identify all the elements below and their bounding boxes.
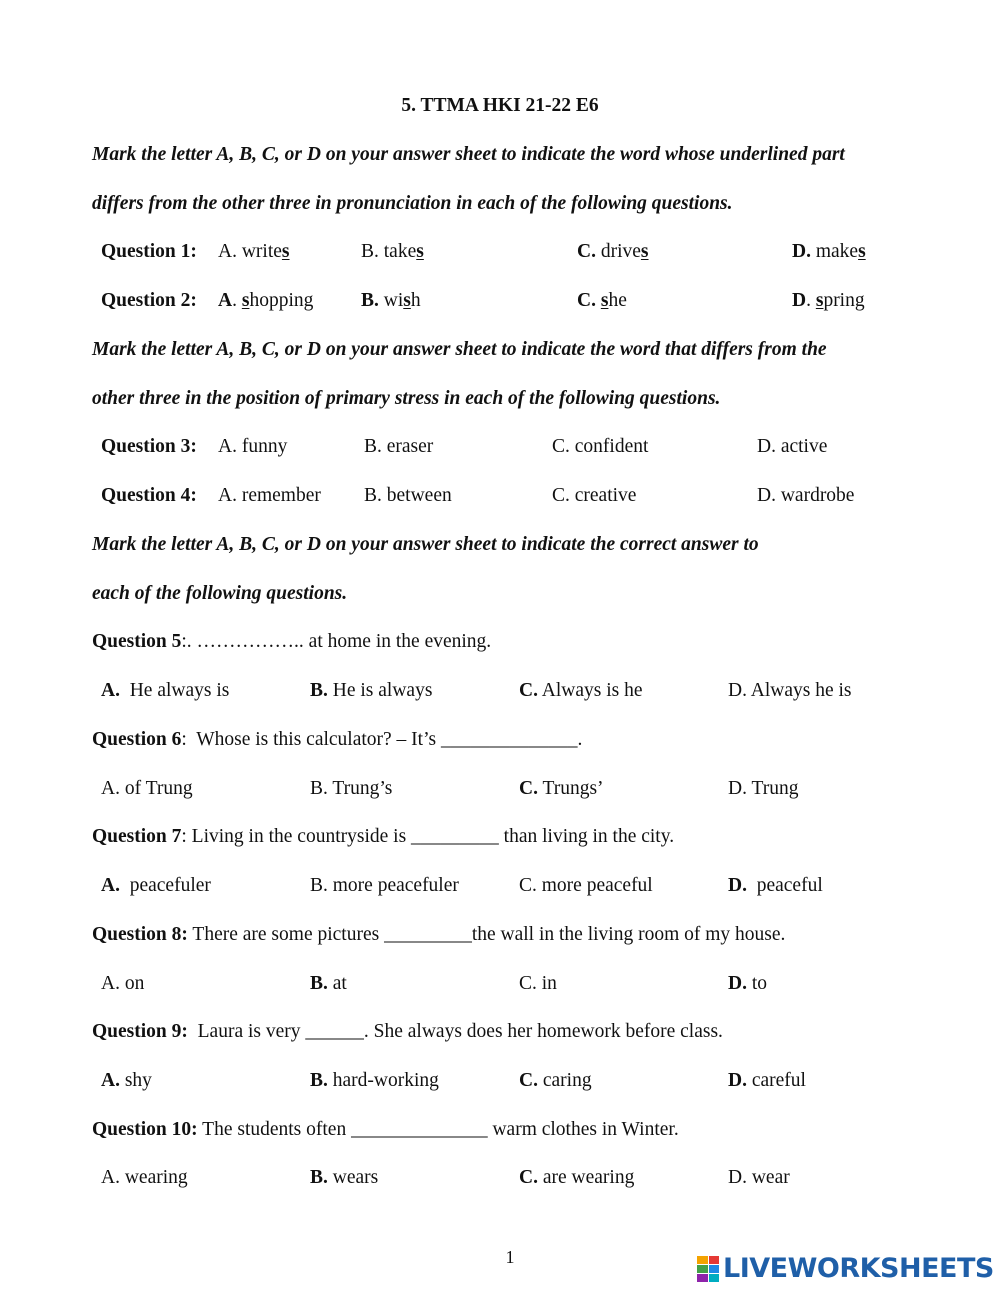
question-9-option-b: B. hard-working bbox=[310, 1070, 439, 1091]
question-3-option-d: D. active bbox=[757, 436, 828, 457]
question-1-option-b: B. takes bbox=[361, 241, 424, 262]
question-9-stem: Question 9: Laura is very ______. She always does her homework before class. bbox=[92, 1021, 723, 1042]
question-6-option-d: D. Trung bbox=[728, 778, 799, 799]
question-4-label: Question 4: bbox=[101, 485, 197, 506]
question-4-option-a: A. remember bbox=[218, 485, 321, 506]
question-2-option-d: D. spring bbox=[792, 290, 865, 311]
question-6-option-a: A. of Trung bbox=[101, 778, 193, 799]
question-8-option-a: A. on bbox=[101, 973, 145, 994]
section2-instruction-line2: other three in the position of primary stress in each of the following questions. bbox=[92, 388, 721, 409]
question-2-option-b: B. wish bbox=[361, 290, 421, 311]
question-4-option-b: B. between bbox=[364, 485, 452, 506]
question-6-stem: Question 6: Whose is this calculator? – It’s ______________. bbox=[92, 729, 583, 750]
question-5-stem: Question 5:. …………….. at home in the evening. bbox=[92, 631, 492, 652]
section2-instruction-line1: Mark the letter A, B, C, or D on your answer sheet to indicate the word that differs from the bbox=[92, 339, 827, 360]
question-3-option-a: A. funny bbox=[218, 436, 288, 457]
page-number: 1 bbox=[505, 1247, 515, 1267]
question-6-option-b: B. Trung’s bbox=[310, 778, 393, 799]
question-1-option-d: D. makes bbox=[792, 241, 866, 262]
question-3-option-b: B. eraser bbox=[364, 436, 434, 457]
question-3-label: Question 3: bbox=[101, 436, 197, 457]
section1-instruction-line1: Mark the letter A, B, C, or D on your answer sheet to indicate the word whose underlined part bbox=[92, 144, 845, 165]
question-1-option-a: A. writes bbox=[218, 241, 290, 262]
question-1-label: Question 1: bbox=[101, 241, 197, 262]
section3-instruction-line1: Mark the letter A, B, C, or D on your answer sheet to indicate the correct answer to bbox=[92, 534, 759, 555]
question-10-stem: Question 10: The students often ______________ warm clothes in Winter. bbox=[92, 1119, 679, 1140]
question-5-option-b: B. He is always bbox=[310, 680, 433, 701]
question-10-option-a: A. wearing bbox=[101, 1167, 188, 1188]
question-7-option-b: B. more peacefuler bbox=[310, 875, 459, 896]
question-10-option-b: B. wears bbox=[310, 1167, 379, 1188]
liveworksheets-logo[interactable] bbox=[697, 1255, 994, 1282]
question-7-option-d: D. peaceful bbox=[728, 875, 823, 896]
question-2-option-c: C. she bbox=[577, 290, 627, 311]
question-5-option-a: A. He always is bbox=[101, 680, 230, 701]
page-title: 5. TTMA HKI 21-22 E6 bbox=[401, 95, 599, 116]
question-4-option-c: C. creative bbox=[552, 485, 637, 506]
liveworksheets-logo-text: LIVEWORKSHEETS bbox=[723, 1253, 994, 1284]
question-9-option-a: A. shy bbox=[101, 1070, 152, 1091]
question-8-option-c: C. in bbox=[519, 973, 557, 994]
question-10-option-d: D. wear bbox=[728, 1167, 790, 1188]
question-7-stem: Question 7: Living in the countryside is _________ than living in the city. bbox=[92, 826, 675, 847]
question-9-option-d: D. careful bbox=[728, 1070, 806, 1091]
question-7-option-a: A. peacefuler bbox=[101, 875, 211, 896]
question-7-option-c: C. more peaceful bbox=[519, 875, 653, 896]
question-2-label: Question 2: bbox=[101, 290, 197, 311]
question-5-option-d: D. Always he is bbox=[728, 680, 852, 701]
question-3-option-c: C. confident bbox=[552, 436, 649, 457]
question-2-option-a: A. shopping bbox=[218, 290, 314, 311]
question-5-option-c: C. Always is he bbox=[519, 680, 643, 701]
question-1-option-c: C. drives bbox=[577, 241, 649, 262]
question-6-option-c: C. Trungs’ bbox=[519, 778, 604, 799]
question-9-option-c: C. caring bbox=[519, 1070, 592, 1091]
section3-instruction-line2: each of the following questions. bbox=[92, 583, 348, 604]
liveworksheets-logo-icon bbox=[697, 1256, 719, 1282]
answer-blank: _________ bbox=[411, 826, 499, 847]
question-10-option-c: C. are wearing bbox=[519, 1167, 635, 1188]
section1-instruction-line2: differs from the other three in pronunciation in each of the following questions. bbox=[92, 193, 733, 214]
question-8-option-b: B. at bbox=[310, 973, 347, 994]
question-8-option-d: D. to bbox=[728, 973, 768, 994]
question-4-option-d: D. wardrobe bbox=[757, 485, 855, 506]
question-8-stem: Question 8: There are some pictures _________the wall in the living room of my house. bbox=[92, 924, 786, 945]
